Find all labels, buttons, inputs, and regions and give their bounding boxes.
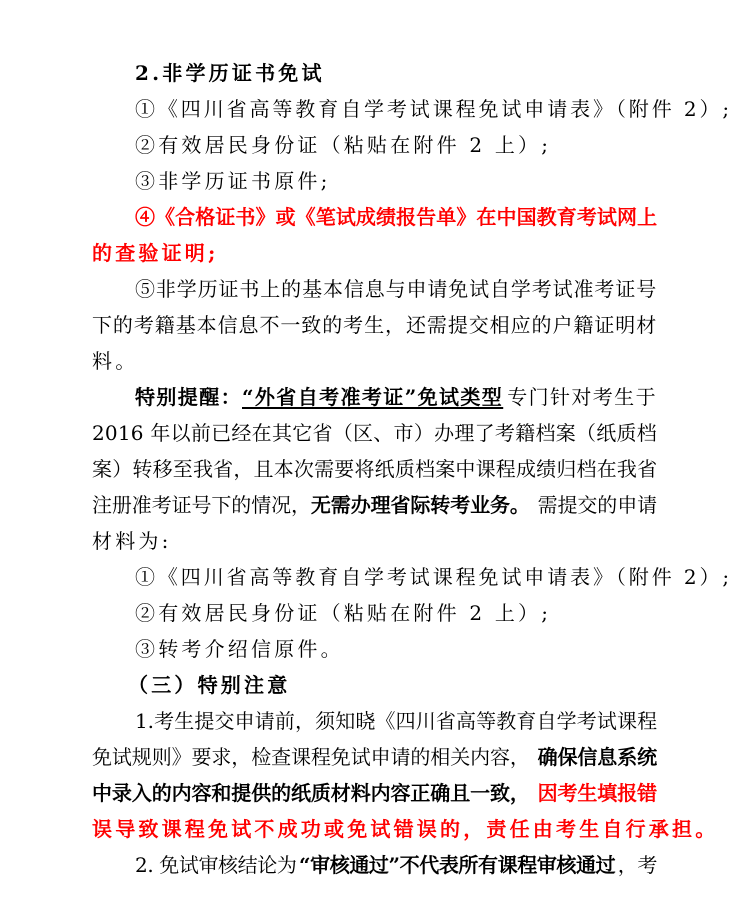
list-a-item-5-line-2: 下的考籍基本信息不一致的考生，还需提交相应的户籍证明材 xyxy=(92,313,657,337)
reminder-line-1 xyxy=(135,385,657,409)
list-a-item-2: ②有效居民身份证（粘贴在附件 2 上）; xyxy=(135,133,552,157)
reminder-line-4-post: 需提交的申请 xyxy=(537,493,657,517)
list-a-item-5-line-1: ⑤非学历证书上的基本信息与申请免试自学考试准考证号 xyxy=(135,277,657,301)
reminder-line-1-rest: 专门针对考生于 xyxy=(507,385,657,409)
list-a-item-4-line-1: ④《合格证书》或《笔试成绩报告单》在中国教育考试网上 xyxy=(135,205,657,229)
reminder-line-3: 案）转移至我省，且本次需要将纸质档案中课程成绩归档在我省 xyxy=(92,457,657,481)
note-2-line-1 xyxy=(135,853,657,877)
note-2-pre: 2. 免试审核结论为 xyxy=(135,853,297,877)
list-b-item-1: ①《四川省高等教育自学考试课程免试申请表》（附件 2）; xyxy=(135,565,733,589)
reminder-label: 特别提醒： xyxy=(135,385,242,409)
reminder-line-5: 材料为: xyxy=(92,529,172,553)
reminder-line-4-pre: 注册准考证号下的情况， xyxy=(92,493,311,517)
list-a-item-1: ①《四川省高等教育自学考试课程免试申请表》（附件 2）; xyxy=(135,97,733,121)
note-1-line-3-bold: 中录入的内容和提供的纸质材料内容正确且一致， xyxy=(92,781,530,805)
reminder-type-name: “外省自考准考证”免试类型 xyxy=(242,385,504,409)
note-1-line-2-pre: 免试规则》要求，检查课程免试申请的相关内容， xyxy=(92,745,530,769)
note-1-line-3 xyxy=(92,781,657,805)
list-a-item-5-line-3: 料。 xyxy=(92,349,139,373)
list-a-item-3: ③非学历证书原件; xyxy=(135,169,331,193)
note-2-post: ，考 xyxy=(617,853,657,877)
list-b-item-3: ③转考介绍信原件。 xyxy=(135,637,344,661)
section-3-heading: （三）特别注意 xyxy=(128,673,291,697)
note-2-bold: “审核通过”不代表所有课程审核通过 xyxy=(299,853,616,877)
reminder-line-4 xyxy=(92,493,657,517)
reminder-no-transfer: 无需办理省际转考业务。 xyxy=(310,493,530,517)
note-1-line-4: 误导致课程免试不成功或免试错误的，责任由考生自行承担。 xyxy=(92,817,719,841)
note-1-line-3-red: 因考生填报错 xyxy=(537,781,657,805)
note-1-line-2 xyxy=(92,745,657,769)
list-b-item-2: ②有效居民身份证（粘贴在附件 2 上）; xyxy=(135,601,552,625)
note-1-line-1: 1.考生提交申请前，须知晓《四川省高等教育自学考试课程 xyxy=(135,709,657,733)
note-1-line-2-bold: 确保信息系统 xyxy=(537,745,657,769)
heading-non-degree-certificate: 2.非学历证书免试 xyxy=(135,61,325,85)
list-a-item-4-line-2: 的查验证明; xyxy=(92,241,219,265)
reminder-line-2: 2016 年以前已经在其它省（区、市）办理了考籍档案（纸质档 xyxy=(92,421,657,445)
